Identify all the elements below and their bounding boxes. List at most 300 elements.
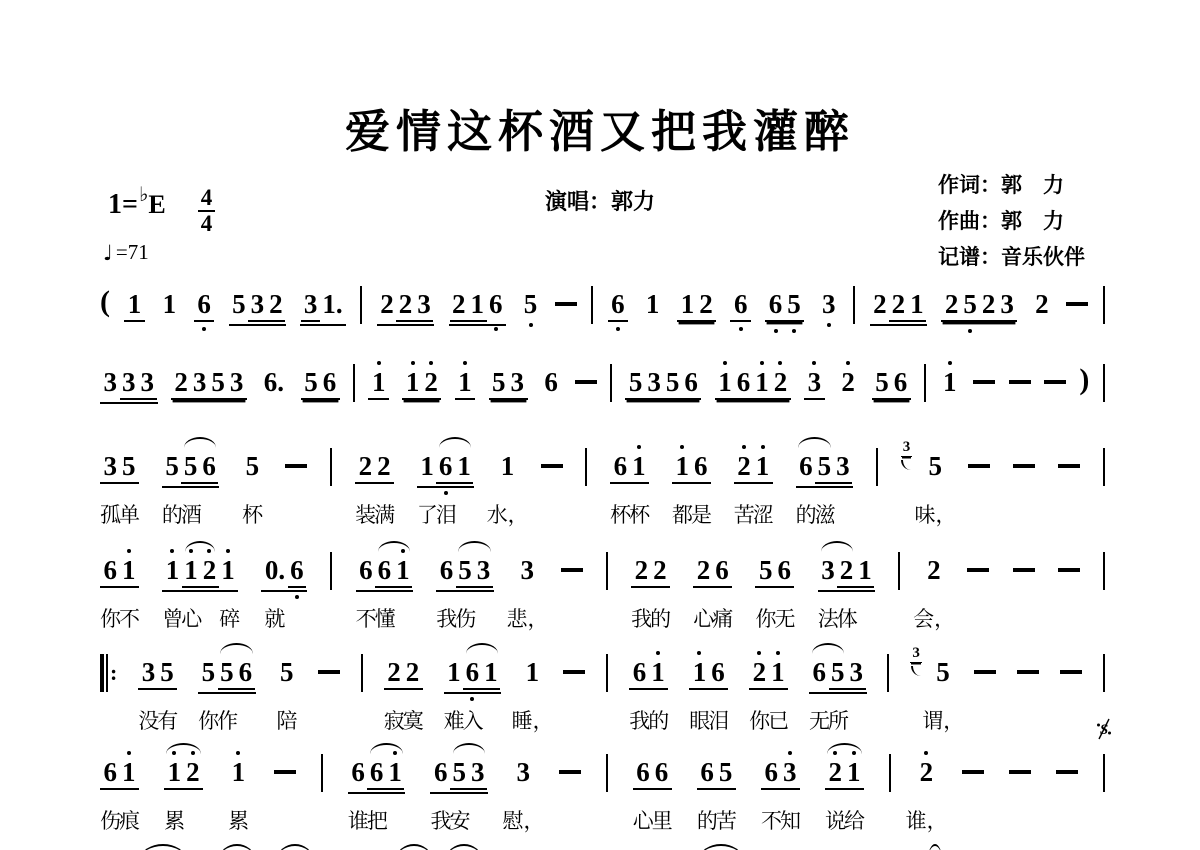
lyric-syllable — [237, 705, 256, 735]
time-signature — [198, 187, 216, 235]
lyric-row — [634, 805, 672, 835]
token — [276, 657, 298, 733]
token — [591, 290, 593, 324]
token — [760, 757, 801, 833]
token — [696, 757, 737, 833]
token — [416, 451, 475, 527]
lyric-syllable: 的 — [795, 503, 817, 527]
token — [825, 757, 866, 833]
note-group — [384, 658, 423, 690]
note: 3 — [301, 290, 320, 322]
note: 1 — [165, 758, 184, 786]
note: 2 — [839, 368, 858, 396]
note: 5 — [122, 451, 136, 481]
token — [100, 285, 110, 318]
token — [159, 290, 180, 318]
lyric-syllable — [287, 603, 306, 633]
note-group — [925, 452, 946, 480]
token — [853, 290, 855, 324]
lyric-syllable: 你 — [755, 607, 777, 631]
note: 2 — [699, 289, 713, 319]
lyric-syllable: 里 — [651, 809, 673, 833]
note: 5 — [160, 657, 174, 687]
note: 6 — [103, 757, 117, 787]
note-group — [610, 452, 649, 484]
note: 1 — [447, 657, 461, 687]
note: 1 — [856, 556, 875, 588]
note: 2 — [200, 556, 219, 588]
note: 3 — [516, 757, 531, 787]
note: 2 — [735, 452, 754, 480]
token — [905, 757, 948, 833]
note: 6 — [544, 367, 558, 397]
token — [353, 368, 355, 402]
barline — [876, 448, 878, 486]
token — [100, 368, 158, 404]
lyric-syllable: 会， — [913, 607, 956, 631]
note: 2 — [837, 556, 856, 588]
note: 1 — [690, 658, 709, 686]
lyric-row — [278, 705, 297, 735]
lyric-syllable: 的 — [648, 709, 670, 733]
note-group — [804, 368, 825, 400]
note: 3 — [474, 556, 493, 588]
note: 5 — [280, 657, 294, 687]
lyric-row — [385, 705, 423, 735]
lyric-syllable: 心 — [632, 809, 654, 833]
note: 2 — [826, 758, 845, 786]
token — [162, 555, 241, 631]
note: 6 — [711, 657, 725, 687]
note-group — [194, 290, 215, 322]
lyric-syllable: 的 — [650, 607, 672, 631]
lyric-row — [418, 499, 475, 529]
dash-note — [1056, 770, 1078, 774]
token — [838, 368, 859, 396]
note: 5 — [211, 367, 225, 397]
note: 6 — [693, 451, 708, 481]
note: 5 — [961, 290, 980, 318]
lyric-row — [445, 705, 502, 735]
note: 1 — [120, 758, 139, 786]
note: 3 — [647, 367, 661, 397]
dash-note — [1013, 464, 1035, 468]
note: 1 — [673, 452, 692, 480]
token — [285, 452, 307, 468]
lyric-syllable: 涩 — [752, 503, 774, 527]
note: 2 — [380, 289, 394, 319]
note-group — [198, 658, 256, 694]
note-group — [159, 290, 180, 318]
note-group — [436, 556, 494, 592]
note-group — [633, 758, 672, 790]
token — [100, 757, 140, 833]
note: 6 — [359, 555, 373, 585]
music-system — [100, 645, 1105, 733]
slur — [821, 541, 854, 552]
token — [1103, 290, 1105, 324]
note: 5 — [829, 658, 848, 690]
lyric-syllable — [469, 805, 488, 835]
slur — [798, 437, 831, 448]
note: 2 — [944, 289, 959, 319]
note: 3 — [248, 290, 267, 322]
song-title: 爱情这杯酒又把我灌醉 — [344, 105, 855, 158]
note-group — [916, 758, 937, 786]
note: 1. — [322, 289, 343, 319]
token — [520, 290, 541, 318]
barline — [1103, 552, 1105, 590]
parenthesis: ) — [1079, 363, 1090, 396]
lyric-row — [506, 603, 549, 633]
token — [1017, 658, 1039, 674]
token — [606, 556, 608, 590]
slur — [453, 743, 486, 754]
dash-note — [1009, 770, 1031, 774]
note-group — [629, 658, 668, 690]
note: 2 — [653, 555, 667, 585]
token — [330, 556, 332, 590]
note: 3 — [103, 367, 117, 397]
token — [318, 658, 340, 674]
note-group — [356, 556, 414, 592]
lyric-syllable: 酒 — [180, 503, 202, 527]
token — [360, 290, 362, 324]
note-group — [825, 758, 864, 790]
lyric-row — [756, 603, 794, 633]
note: 1 — [845, 758, 864, 786]
barline — [606, 654, 608, 692]
lyric-syllable: 安 — [449, 809, 471, 833]
note: 1 — [908, 290, 927, 322]
lyric-syllable: 心 — [693, 607, 715, 631]
lyric-syllable: 慰， — [502, 809, 545, 833]
dash-note — [541, 464, 563, 468]
dash-note — [973, 380, 995, 384]
note: 1 — [468, 290, 487, 322]
barline — [606, 754, 608, 792]
note: 1 — [420, 451, 434, 481]
barline — [330, 448, 332, 486]
note: 1 — [163, 556, 182, 584]
bottom-slur-arc — [446, 844, 482, 850]
note: 3 — [468, 758, 487, 790]
dash-note — [561, 568, 583, 572]
lyric-row — [922, 705, 965, 735]
slur — [185, 541, 215, 552]
dash-note — [559, 770, 581, 774]
token — [677, 290, 716, 322]
note-group — [631, 556, 670, 588]
note: 2 — [450, 290, 469, 322]
slur — [220, 643, 253, 654]
note: 1 — [769, 658, 788, 686]
note: 2 — [750, 658, 769, 686]
note: 6 — [433, 757, 448, 787]
bottom-slur-arc — [219, 844, 255, 850]
lyric-syllable: 满 — [374, 503, 396, 527]
dash-note — [575, 380, 597, 384]
note-group — [749, 658, 788, 690]
lyric-syllable: 寂 — [383, 709, 405, 733]
note: 5 — [181, 452, 200, 484]
token — [765, 290, 804, 322]
note-group — [689, 658, 728, 690]
lyric-syllable: 味， — [914, 503, 957, 527]
lyric-syllable: 入 — [462, 709, 484, 733]
lyric-syllable — [475, 603, 494, 633]
token — [642, 290, 663, 318]
token — [1066, 290, 1088, 306]
note: 5 — [245, 451, 260, 481]
note-group — [693, 556, 732, 588]
lyric-syllable: 都 — [671, 503, 693, 527]
token — [443, 657, 502, 733]
lyric-syllable: 孤 — [100, 503, 121, 527]
token — [355, 451, 396, 527]
note: 6 — [799, 451, 813, 481]
lyric-syllable: 泪 — [708, 709, 730, 733]
note: 3 — [192, 367, 207, 397]
note: 6 — [436, 452, 455, 484]
note-group — [796, 452, 854, 488]
note: 3 — [520, 555, 534, 585]
note-group — [755, 556, 794, 588]
token — [898, 556, 900, 590]
token — [100, 451, 140, 527]
note-group — [455, 368, 476, 400]
flat-icon: ♭ — [138, 182, 149, 206]
token — [610, 451, 651, 527]
note: 1 — [649, 658, 668, 686]
lyric-syllable: 陪 — [276, 709, 298, 733]
barline — [360, 286, 362, 324]
note: 3 — [820, 290, 839, 318]
lyric-syllable: 所 — [828, 709, 850, 733]
token — [455, 368, 476, 400]
token — [606, 658, 608, 692]
credits-block — [938, 167, 1085, 275]
note: 1 — [394, 556, 413, 588]
token — [561, 556, 583, 572]
token — [819, 290, 840, 318]
key-tonic-label: 1= — [108, 189, 138, 220]
token — [161, 451, 220, 527]
note: 6. — [263, 367, 284, 397]
dash-note — [968, 464, 990, 468]
lyric-syllable: 痛 — [712, 607, 734, 631]
token — [1013, 452, 1035, 468]
barline — [330, 552, 332, 590]
token — [1009, 368, 1031, 384]
token — [939, 368, 960, 396]
meter-numerator: 4 — [198, 187, 216, 212]
performer-line: 演唱：郭力 — [544, 189, 655, 214]
note-group — [520, 290, 541, 318]
note: 2 — [396, 290, 415, 322]
lyric-syllable: 我 — [631, 607, 653, 631]
token — [887, 658, 889, 692]
lyric-syllable: 杯 — [610, 503, 632, 527]
lyric-row — [139, 705, 177, 735]
note-group — [933, 658, 954, 686]
note: 6 — [766, 290, 785, 318]
lyric-syllable: 累 — [164, 809, 186, 833]
token — [968, 452, 990, 468]
token — [625, 368, 701, 400]
note: 2 — [889, 290, 908, 322]
note-group — [672, 452, 711, 484]
lyric-row — [690, 705, 728, 735]
lyric-syllable: 没 — [138, 709, 160, 733]
note: 2 — [927, 555, 941, 585]
note-group — [642, 290, 663, 318]
lyric-row — [750, 705, 788, 735]
lyric-syllable: 就 — [264, 607, 286, 631]
token — [361, 658, 363, 692]
meter-denominator: 4 — [200, 211, 213, 236]
token — [449, 290, 507, 326]
token — [1103, 452, 1105, 486]
note-group — [124, 290, 145, 322]
dash-note — [555, 302, 577, 306]
barline — [1103, 654, 1105, 692]
token — [809, 657, 867, 733]
music-system — [100, 285, 1105, 326]
dash-note — [967, 568, 989, 572]
note: 1 — [127, 289, 142, 319]
note: 1 — [386, 758, 405, 790]
note: 1 — [753, 452, 772, 480]
note: 6 — [613, 451, 628, 481]
note-group — [355, 452, 394, 484]
token — [922, 657, 965, 733]
token — [1013, 556, 1035, 572]
lyric-row — [611, 499, 649, 529]
note: 6 — [654, 757, 669, 787]
music-system — [100, 722, 1109, 833]
token — [1103, 658, 1105, 692]
token — [749, 657, 790, 733]
token — [355, 555, 414, 631]
note: 2 — [174, 367, 188, 397]
lyric-syllable: 累 — [228, 809, 250, 833]
lyric-syllable — [387, 805, 406, 835]
lyric-row — [694, 603, 732, 633]
barline — [898, 552, 900, 590]
grace-note-number: 3 — [902, 439, 911, 455]
token — [1103, 556, 1105, 590]
note-group — [444, 658, 502, 694]
note: 3 — [229, 367, 244, 397]
note-group — [100, 452, 139, 484]
token — [1009, 758, 1031, 774]
lyric-row — [632, 603, 670, 633]
slur — [439, 437, 472, 448]
slur — [466, 643, 499, 654]
lyric-row — [819, 603, 876, 633]
lyric-row — [349, 805, 406, 835]
lyric-syllable: 你 — [198, 709, 220, 733]
note: 5 — [815, 452, 834, 484]
note: 5 — [201, 657, 216, 687]
music-system — [100, 439, 1105, 527]
note-group — [838, 368, 859, 396]
token — [733, 451, 774, 527]
slur — [184, 437, 217, 448]
lyric-syllable: 不 — [355, 607, 377, 631]
note: 6 — [700, 757, 714, 787]
barline — [591, 286, 593, 324]
dash-note — [962, 770, 984, 774]
lyric-syllable: 的 — [161, 503, 183, 527]
token — [876, 452, 878, 486]
lyric-syllable: 眼 — [689, 709, 711, 733]
lyric-syllable — [395, 603, 414, 633]
barline — [361, 654, 363, 692]
token — [198, 657, 256, 733]
token — [872, 368, 911, 400]
note: 2 — [358, 451, 373, 481]
key-tonic: E — [148, 190, 166, 219]
note: 6 — [351, 757, 365, 787]
token — [383, 657, 424, 733]
note: 1 — [229, 758, 248, 786]
grace-hook — [901, 460, 911, 470]
dash-note — [1066, 302, 1088, 306]
note: 2 — [422, 368, 441, 396]
lyric-row — [101, 499, 139, 529]
note: 2 — [981, 289, 996, 319]
lyric-row — [735, 499, 773, 529]
token — [1058, 452, 1080, 468]
lyric-row — [905, 805, 948, 835]
note: 6 — [103, 555, 117, 585]
token — [377, 290, 435, 326]
note-group — [697, 758, 736, 790]
token — [671, 451, 712, 527]
token — [300, 290, 346, 326]
note-group — [730, 290, 751, 322]
barline — [1103, 448, 1105, 486]
token — [1058, 556, 1080, 572]
token — [229, 290, 287, 326]
token — [261, 555, 307, 631]
note-group — [229, 290, 287, 326]
note: 6 — [375, 556, 394, 588]
lyric-syllable — [857, 603, 876, 633]
note: 6 — [893, 367, 908, 397]
note: 2 — [1035, 289, 1049, 319]
token — [1099, 722, 1109, 792]
note: 1 — [455, 452, 474, 484]
lyric-syllable: 苦 — [715, 809, 737, 833]
dash-note — [274, 770, 296, 774]
lyric-syllable: 我 — [430, 809, 452, 833]
note-group — [260, 368, 287, 396]
note-group — [497, 452, 518, 480]
lyric-syllable: 苦 — [733, 503, 755, 527]
note: 6 — [439, 555, 454, 585]
note-group — [261, 556, 307, 592]
note-group — [417, 452, 475, 488]
dash-note — [285, 464, 307, 468]
slur — [378, 541, 411, 552]
lyric-row — [229, 805, 248, 835]
lyric-syllable: 谓， — [922, 709, 965, 733]
lyric-syllable: 滋 — [814, 503, 836, 527]
note-group — [164, 758, 203, 790]
